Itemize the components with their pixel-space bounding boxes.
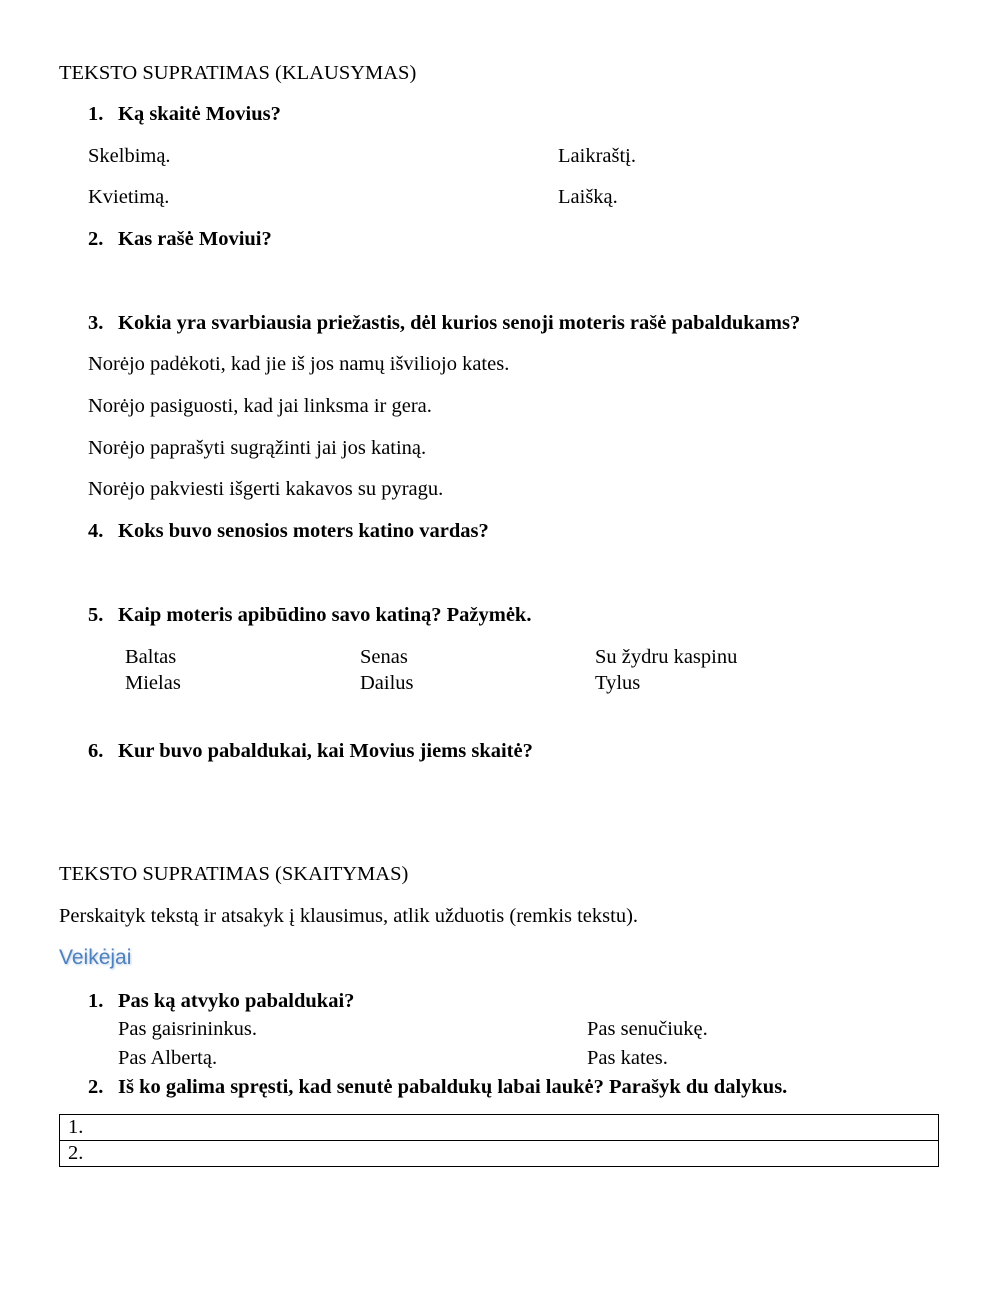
l-q1-option-skelbima[interactable]: Skelbimą.	[88, 145, 171, 167]
l-q3-option-1[interactable]: Norėjo padėkoti, kad jie iš jos namų išviliojo kates.	[88, 353, 510, 375]
answer-row[interactable]	[60, 1115, 939, 1141]
l-q1-option-laiska[interactable]: Laišką.	[558, 186, 618, 208]
question-text: Ką skaitė Movius?	[118, 103, 281, 125]
reading-instruction: Perskaityk tekstą ir atsakyk į klausimus, atlik užduotis (remkis tekstu).	[59, 905, 639, 927]
r-q1-option-kates[interactable]: Pas kates.	[587, 1047, 668, 1069]
question-number: 2.	[88, 1076, 104, 1098]
reading-title: TEKSTO SUPRATIMAS (SKAITYMAS)	[59, 863, 409, 885]
r-q1-option-senuciuke[interactable]: Pas senučiukę.	[587, 1018, 708, 1040]
l-q3-option-3[interactable]: Norėjo paprašyti sugrąžinti jai jos katiną.	[88, 437, 427, 459]
question-number: 4.	[88, 520, 104, 542]
listening-question-3	[88, 313, 800, 334]
question-text: Kaip moteris apibūdino savo katiną? Pažymėk.	[118, 604, 532, 626]
question-number: 5.	[88, 604, 104, 626]
question-text: Kur buvo pabaldukai, kai Movius jiems skaitė?	[118, 740, 533, 762]
answer-cell-2[interactable]: 2.	[60, 1141, 939, 1167]
question-number: 1.	[88, 103, 104, 125]
l-q5-option-mielas[interactable]: Mielas	[125, 672, 181, 694]
listening-question-2	[88, 229, 272, 250]
question-text: Kas rašė Moviui?	[118, 228, 272, 250]
l-q5-option-tylus[interactable]: Tylus	[595, 672, 641, 694]
question-text: Iš ko galima spręsti, kad senutė pabaldukų labai laukė? Parašyk du dalykus.	[118, 1076, 788, 1098]
question-number: 1.	[88, 990, 104, 1012]
listening-question-4	[88, 521, 489, 542]
l-q3-option-2[interactable]: Norėjo pasiguosti, kad jai linksma ir gera.	[88, 395, 432, 417]
section-heading-veikejai: Veikėjai	[59, 946, 132, 969]
question-number: 2.	[88, 228, 104, 250]
question-number: 3.	[88, 312, 104, 334]
r-q1-option-gaisrininkus[interactable]: Pas gaisrininkus.	[118, 1018, 257, 1040]
listening-question-6	[88, 741, 533, 762]
l-q5-option-su-zydru-kaspinu[interactable]: Su žydru kaspinu	[595, 646, 738, 668]
l-q5-option-baltas[interactable]: Baltas	[125, 646, 177, 668]
answer-cell-1[interactable]: 1.	[60, 1115, 939, 1141]
l-q1-option-kvietima[interactable]: Kvietimą.	[88, 186, 170, 208]
reading-question-2	[88, 1077, 787, 1098]
question-text: Kokia yra svarbiausia priežastis, dėl kurios senoji moteris rašė pabaldukams?	[118, 312, 801, 334]
l-q5-option-dailus[interactable]: Dailus	[360, 672, 414, 694]
l-q3-option-4[interactable]: Norėjo pakviesti išgerti kakavos su pyragu.	[88, 478, 444, 500]
question-text: Pas ką atvyko pabaldukai?	[118, 990, 355, 1012]
listening-question-5	[88, 605, 531, 626]
answer-table	[59, 1114, 939, 1167]
reading-question-1	[88, 991, 354, 1012]
listening-question-1	[88, 104, 281, 125]
l-q1-option-laikrasti[interactable]: Laikraštį.	[558, 145, 636, 167]
answer-row[interactable]	[60, 1141, 939, 1167]
l-q5-option-senas[interactable]: Senas	[360, 646, 408, 668]
question-text: Koks buvo senosios moters katino vardas?	[118, 520, 489, 542]
question-number: 6.	[88, 740, 104, 762]
listening-title: TEKSTO SUPRATIMAS (KLAUSYMAS)	[59, 62, 417, 84]
r-q1-option-alberta[interactable]: Pas Albertą.	[118, 1047, 218, 1069]
